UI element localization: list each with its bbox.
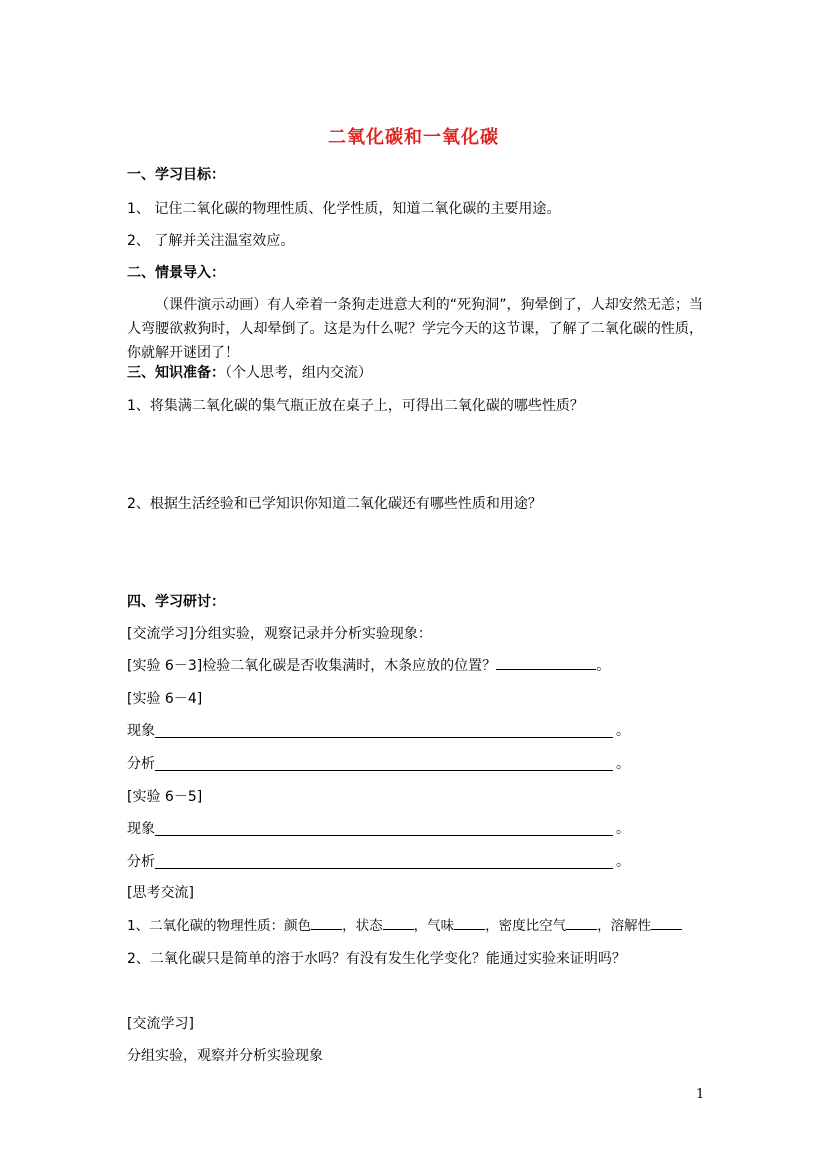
period: 。 bbox=[616, 854, 630, 870]
state-blank[interactable] bbox=[383, 917, 414, 930]
goal-item-2: 2、 了解并关注温室效应。 bbox=[127, 233, 295, 249]
prep-question-1: 1、将集满二氧化碳的集气瓶正放在桌子上，可得出二氧化碳的哪些性质？ bbox=[127, 398, 584, 414]
density-blank[interactable] bbox=[566, 917, 597, 930]
analysis-answer-line[interactable] bbox=[155, 770, 613, 771]
dissolve-question: 2、二氧化碳只是简单的溶于水吗？有没有发生化学变化？能通过实验来证明吗？ bbox=[127, 951, 626, 967]
section-heading-prep-row bbox=[127, 363, 372, 383]
color-blank[interactable] bbox=[311, 917, 342, 930]
analysis-answer-line[interactable] bbox=[155, 868, 613, 869]
intro-paragraph: （课件演示动画）有人牵着一条狗走进意大利的“死狗洞”，狗晕倒了，人却安然无恙；当人弯腰欲救狗时，人却晕倒了。这是为什么呢？学完今天的这节课，了解了二氧化碳的性质，你就解开谜团了！ bbox=[127, 297, 703, 361]
group-experiment: 分组实验，观察并分析实验现象 bbox=[127, 1048, 323, 1064]
section-heading-prep: 三、知识准备： bbox=[127, 365, 225, 381]
section-heading-intro: 二、情景导入： bbox=[127, 265, 225, 281]
section-note: （个人思考，组内交流） bbox=[225, 365, 372, 381]
smell-label: ，气味 bbox=[413, 918, 455, 934]
section-heading-study: 四、学习研讨： bbox=[127, 594, 225, 610]
density-label: ，密度比空气 bbox=[485, 918, 567, 934]
experiment-6-3: [实验 6－3]检验二氧化碳是否收集满时，木条应放的位置？ bbox=[127, 658, 497, 674]
document-title: 二氧化碳和一氧化碳 bbox=[328, 127, 499, 148]
exchange-learning-2: [交流学习] bbox=[127, 1016, 194, 1032]
analysis-label: 分析 bbox=[127, 756, 155, 772]
experiment-6-3-row bbox=[127, 656, 610, 676]
phenomenon-label: 现象 bbox=[127, 821, 155, 837]
phenomenon-answer-line[interactable] bbox=[155, 835, 613, 836]
solubility-blank[interactable] bbox=[651, 917, 682, 930]
prep-question-2: 2、根据生活经验和已学知识你知道二氧化碳还有哪些性质和用途？ bbox=[127, 496, 542, 512]
experiment-6-4: [实验 6－4] bbox=[127, 691, 203, 707]
experiment-6-5: [实验 6－5] bbox=[127, 789, 203, 805]
period: 。 bbox=[616, 756, 630, 772]
period: 。 bbox=[616, 821, 630, 837]
period: 。 bbox=[616, 723, 630, 739]
exchange-learning-1: [交流学习]分组实验，观察记录并分析实验现象： bbox=[127, 626, 432, 642]
phenomenon-answer-line[interactable] bbox=[155, 737, 613, 738]
color-label: 1、二氧化碳的物理性质：颜色 bbox=[127, 918, 312, 934]
phenomenon-label: 现象 bbox=[127, 723, 155, 739]
analysis-label: 分析 bbox=[127, 854, 155, 870]
answer-blank[interactable] bbox=[496, 657, 596, 670]
section-heading-goals: 一、学习目标： bbox=[127, 167, 225, 183]
physical-properties-question bbox=[127, 916, 682, 936]
period: 。 bbox=[596, 658, 611, 674]
goal-item-1: 1、 记住二氧化碳的物理性质、化学性质，知道二氧化碳的主要用途。 bbox=[127, 201, 561, 217]
solubility-label: ，溶解性 bbox=[597, 918, 652, 934]
think-exchange: [思考交流] bbox=[127, 885, 194, 901]
state-label: ，状态 bbox=[342, 918, 383, 934]
page-number: 1 bbox=[696, 1087, 705, 1102]
smell-blank[interactable] bbox=[454, 917, 485, 930]
